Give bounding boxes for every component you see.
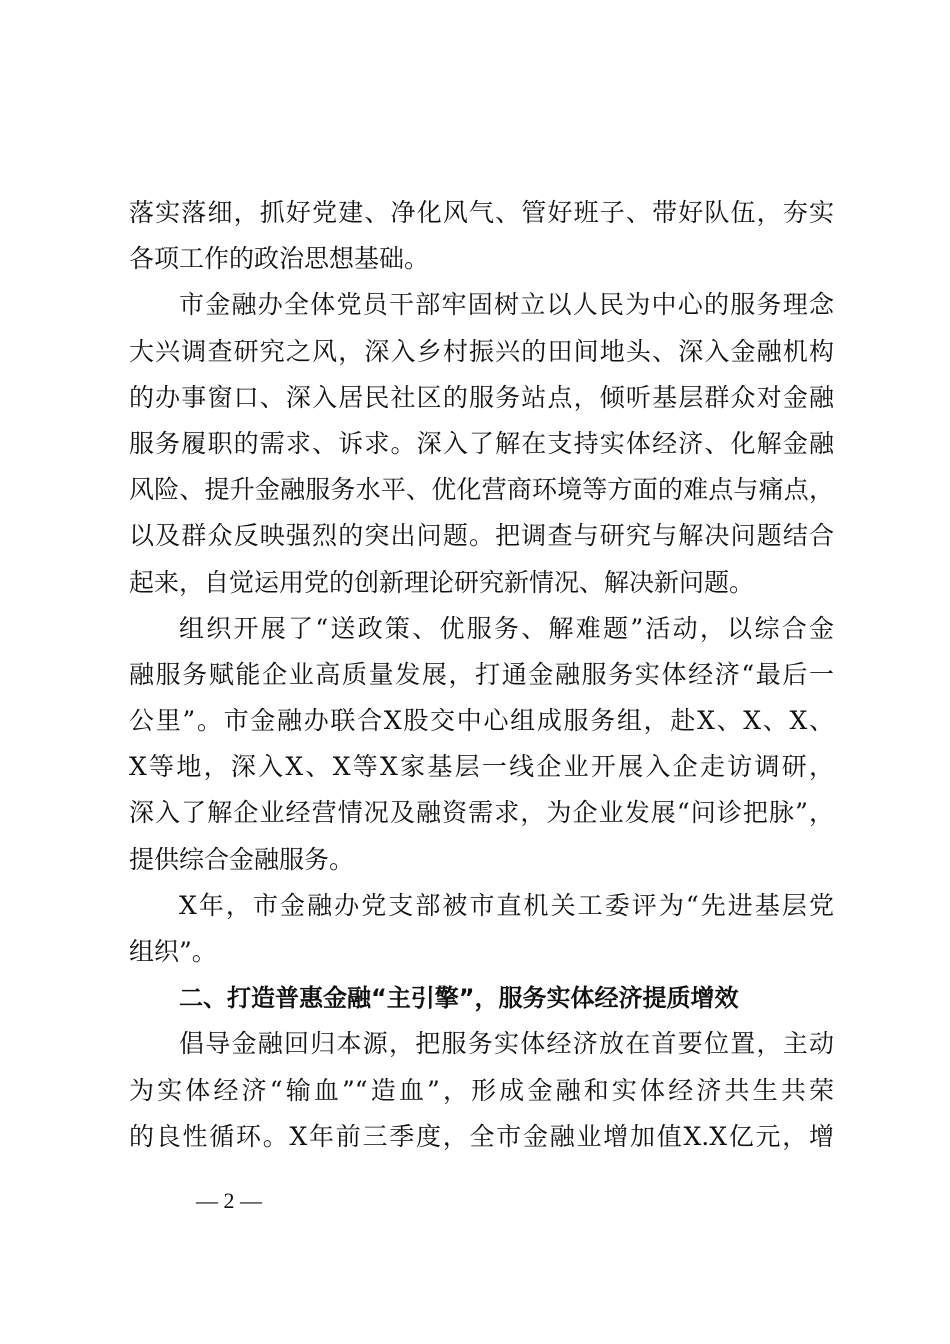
text-line: 各项工作的政治思想基础。 (129, 244, 430, 274)
page-number: — 2 — (196, 1188, 262, 1213)
text-line: 融服务赋能企业高质量发展，打通金融服务实体经济“最后一 (129, 659, 834, 689)
document-body (129, 190, 834, 1160)
text-line: 深入了解企业经营情况及融资需求，为企业发展“问诊把脉”， (129, 798, 834, 828)
text-line: 的办事窗口、深入居民社区的服务站点，倾听基层群众对金融 (129, 382, 834, 412)
paragraph-start-line: 倡导金融回归本源，把服务实体经济放在首要位置，主动 (179, 1029, 834, 1059)
section-heading: 二、打造普惠金融“主引擎”，服务实体经济提质增效 (179, 984, 739, 1013)
text-line: 为实体经济“输血”“造血”，形成金融和实体经济共生共荣 (129, 1075, 834, 1105)
paragraph-start-line: 组织开展了“送政策、优服务、解难题”活动，以综合金 (179, 613, 834, 643)
text-line: 服务履职的需求、诉求。深入了解在支持实体经济、化解金融 (129, 428, 834, 458)
text-line: 大兴调查研究之风，深入乡村振兴的田间地头、深入金融机构 (129, 336, 834, 366)
paragraph-start-line: X年，市金融办党支部被市直机关工委评为“先进基层党 (179, 890, 834, 920)
text-line: 起来，自觉运用党的创新理论研究新情况、解决新问题。 (129, 567, 755, 597)
text-line: 组织”。 (129, 937, 217, 966)
text-line: 落实落细，抓好党建、净化风气、管好班子、带好队伍，夯实 (129, 198, 834, 227)
text-line: 公里”。市金融办联合X股交中心组成服务组，赴X、X、X、 (129, 706, 834, 736)
text-line: X等地，深入X、X等X家基层一线企业开展入企走访调研， (129, 752, 834, 782)
paragraph-start-line: 市金融办全体党员干部牢固树立以人民为中心的服务理念 (179, 290, 834, 320)
text-line: 风险、提升金融服务水平、优化营商环境等方面的难点与痛点， (129, 475, 834, 505)
text-line: 的良性循环。X年前三季度，全市金融业增加值X.X亿元，增 (129, 1121, 834, 1151)
text-line: 提供综合金融服务。 (129, 844, 355, 874)
text-line: 以及群众反映强烈的突出问题。把调查与研究与解决问题结合 (129, 521, 834, 551)
